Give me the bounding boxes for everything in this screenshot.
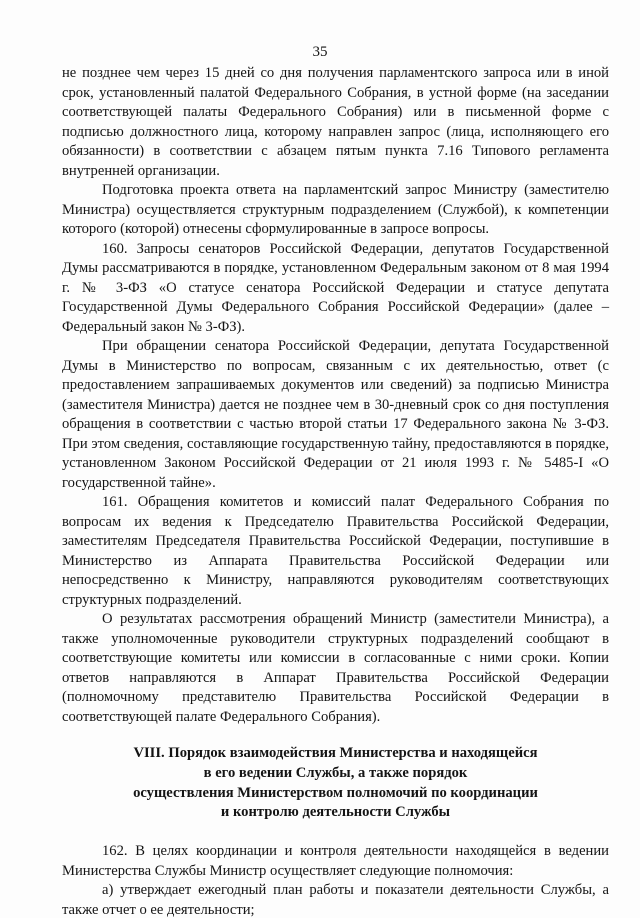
section-heading-line: в его ведении Службы, а также порядок: [203, 764, 468, 781]
section-heading-line: и контролю деятельности Службы: [220, 804, 451, 821]
page-number: 35: [312, 44, 328, 60]
paragraph-162: 162. В целях координации и контроля деятельности находящейся в ведении Министерства Службы Министр осуществляет следующие полномочия:: [62, 843, 609, 879]
section-heading: [62, 744, 609, 823]
paragraph: О результатах рассмотрения обращений Министр (заместители Министра), а также уполномоченные руководители структурных подразделений сообщают в соответствующие комитеты или комиссии в согласованные с ними сроки. Копии ответов направляются в Аппарат Правительства Российской Федерации (полномочному представителю Правительства Российской Федерации в соответствующей палате Федерального Собрания).: [62, 611, 609, 725]
document-body: [62, 64, 609, 920]
paragraph-161: 161. Обращения комитетов и комиссий палат Федерального Собрания по вопросам их ведения к Председателю Правительства Российской Федерации, заместителям Председателя Правительства Российской Федерации, поступившие в Министерство из Аппарата Правительства Российской Федерации или непосредственно к Министру, направляются руководителям соответствующих структурных подразделений.: [62, 494, 609, 608]
paragraph: При обращении сенатора Российской Федерации, депутата Государственной Думы в Министерство по вопросам, связанным с их деятельностью, ответ (с предоставлением запрашиваемых документов или сведений) за подписью Министра (заместителя Министра) дается не позднее чем в 30-дневный срок со дня поступления обращения в соответствии с частью второй статьи 17 Федерального закона № 3-ФЗ. При этом сведения, составляющие государственную тайну, предоставляются в порядке, установленном Законом Российской Федерации от 21 июля 1993 г. № 5485-I «О государственной тайне».: [62, 338, 609, 491]
list-item: а) утверждает ежегодный план работы и показатели деятельности Службы, а также отчет о ее деятельности;: [62, 882, 609, 918]
paragraph: Подготовка проекта ответа на парламентский запрос Министру (заместителю Министра) осуществляется структурным подразделением (Службой), к компетенции которого (которой) отнесены сформулированные в запросе вопросы.: [62, 182, 609, 237]
paragraph: не позднее чем через 15 дней со дня получения парламентского запроса или в иной срок, установленный палатой Федерального Собрания, в устной форме (на заседании соответствующей палаты Федерального Собрания) или в письменной форме с подписью должностного лица, которому направлен запрос (лица, исполняющего его обязанности) в соответствии с абзацем пятым пункта 7.16 Типового регламента внутренней организации.: [62, 65, 609, 179]
section-heading-line: осуществления Министерством полномочий по координации: [133, 784, 538, 801]
section-heading-line: VIII. Порядок взаимодействия Министерства и находящейся: [133, 745, 538, 761]
paragraph-160: 160. Запросы сенаторов Российской Федерации, депутатов Государственной Думы рассматриваются в порядке, установленном Федеральным законом от 8 мая 1994 г. № 3-ФЗ «О статусе сенатора Российской Федерации и статусе депутата Государственной Думы Федерального Собрания Российской Федерации» (далее – Федеральный закон № 3-ФЗ).: [62, 240, 609, 335]
